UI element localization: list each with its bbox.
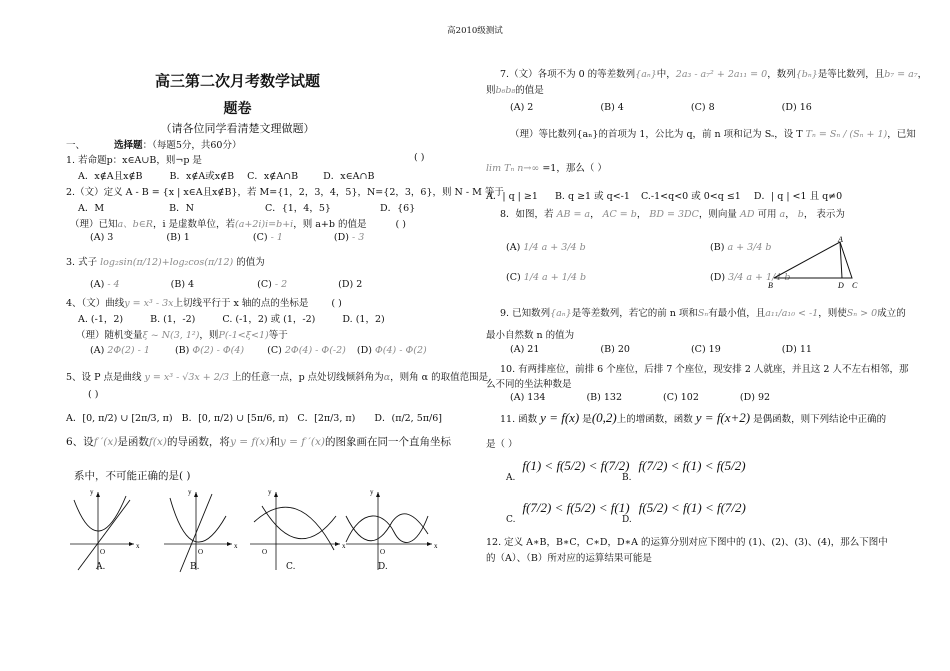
q2li-option-c[interactable]: (C) - 1 — [252, 232, 283, 243]
q3-expression: log₂sin(π/12)+log₂cos(π/12) — [100, 257, 234, 268]
section-heading: 一、 选择题：（每题5分，共60分） — [66, 140, 242, 151]
q7-option-d[interactable]: (D) 16 — [781, 102, 812, 113]
q6-a-origin: O — [100, 548, 106, 556]
q12-stem-line2: 的（A）、（B）所对应的运算结果可能是 — [486, 553, 652, 564]
q2li-option-d[interactable]: (D) - 3 — [333, 232, 365, 243]
q6-c-origin: O — [262, 548, 268, 556]
q2-option-b[interactable]: B．N — [169, 203, 194, 214]
q11-option-c[interactable]: C. f(7/2) < f(5/2) < f(1) — [506, 500, 630, 525]
q6-d-origin: O — [380, 548, 386, 556]
q10-option-b[interactable]: (B) 132 — [586, 392, 623, 403]
q7-stem-line2: 则b₆b₈的值是 — [486, 85, 544, 96]
q7li-option-c[interactable]: C.-1<q<0 或 0<q ≤1 — [640, 191, 741, 202]
q6-b-axis-x: x — [234, 542, 238, 550]
q8-option-d[interactable]: (D) 3/4 a + 1/4 b — [710, 272, 791, 283]
q3-option-b[interactable]: (B) 4 — [170, 279, 195, 290]
q1-blank: ( ) — [414, 152, 425, 163]
q6-stem: 6、设f ′(x)是函数f(x)的导函数，将y = f(x)和y = f ′(x)的图象画在同一个直角坐标 — [66, 436, 451, 448]
q10-stem: 10. 有两排座位，前排 6 个座位，后排 7 个座位，现安排 2 人就座，并且这 2 人不左右相邻，那 — [500, 364, 909, 375]
q7li-options — [486, 188, 842, 202]
q6-label-d: D. — [378, 562, 388, 572]
q11-stem: 11. 函数 y = f(x) 是(0,2)上的增函数，函数 y = f(x+2) 是偶函数，则下列结论中正确的 — [500, 410, 887, 425]
q3-option-c[interactable]: (C) - 2 — [257, 279, 288, 290]
q3-option-d[interactable]: (D) 2 — [338, 279, 363, 290]
q6-graph-b[interactable] — [164, 488, 238, 572]
q9-option-b[interactable]: (B) 20 — [600, 344, 630, 355]
q5-options — [66, 410, 442, 424]
q4-option-c[interactable]: C. (-1，2) 或 (1，-2) — [222, 314, 316, 325]
q4li-option-b[interactable]: (B) Φ(2) - Φ(4) — [174, 345, 245, 356]
q6-d-axis-x: x — [434, 542, 438, 550]
q4li-options — [90, 345, 427, 356]
q9-stem: 9. 已知数列{aₙ}是等差数列，若它的前 n 项和Sₙ有最小值，且a₁₁/a₁₀ < -1，则使Sₙ > 0成立的 — [500, 308, 906, 319]
q10-stem-line2: 么不同的坐法种数是 — [486, 379, 572, 390]
q4-options — [78, 311, 385, 325]
q7li-stem-line2: lim Tₙ n→∞ =1，那么（ ） — [486, 163, 607, 174]
q9-options — [510, 344, 812, 355]
q1-option-c[interactable]: C．x∉A∩B — [247, 171, 299, 182]
q6-b-axis-y: y — [188, 488, 192, 496]
q8-option-a[interactable]: (A) 1/4 a + 3/4 b — [506, 242, 586, 253]
q3-stem: 3. 式子 log₂sin(π/12)+log₂cos(π/12) 的值为 — [66, 257, 265, 268]
q1-stem: 1. 若命题p：x∈A∪B，则¬p 是 — [66, 155, 202, 166]
q3-option-a[interactable]: (A) - 4 — [90, 279, 120, 290]
q10-option-c[interactable]: (C) 102 — [663, 392, 699, 403]
q10-option-a[interactable]: (A) 134 — [510, 392, 546, 403]
exam-title: 高三第二次月考数学试题 — [154, 72, 320, 90]
q6-label-b: B. — [190, 562, 200, 572]
q8-label-b: B — [768, 281, 773, 290]
q7li-option-b[interactable]: B. q ≥1 或 q<-1 — [554, 191, 630, 202]
q2-stem: 2.（文）定义 A - B = {x | x∈A且x∉B}，若 M={1，2，3，4，5}，N={2，3，6}，则 N - M 等于 — [66, 187, 504, 198]
exam-note: （请各位同学看清楚文理做题） — [160, 122, 315, 135]
q4-option-b[interactable]: B. (1，-2) — [150, 314, 196, 325]
q6-stem-line2: 系中，不可能正确的是( ) — [74, 470, 191, 482]
q6-label-a: A. — [96, 562, 106, 572]
q2li-option-b[interactable]: (B) 1 — [166, 232, 190, 243]
q10-options — [510, 392, 770, 403]
q5-option-c[interactable]: C．[2π/3, π) — [297, 413, 356, 424]
q6-d-axis-y: y — [370, 488, 374, 496]
q6-graph-a[interactable] — [70, 488, 140, 570]
q6-a-axis-y: y — [90, 488, 94, 496]
q5-option-b[interactable]: B．[0, π/2) ∪ [5π/6, π) — [181, 413, 289, 424]
q9-option-c[interactable]: (C) 19 — [690, 344, 721, 355]
q7li-stem: （理）等比数列{aₙ}的首项为 1，公比为 q，前 n 项和记为 Sₙ，设 T Tₙ = Sₙ / (Sₙ + 1)，已知 — [510, 129, 916, 140]
q4li-option-c[interactable]: (C) 2Φ(4) - Φ(-2) — [267, 345, 346, 356]
q8-option-c[interactable]: (C) 1/4 a + 1/4 b — [506, 272, 587, 283]
q9-option-d[interactable]: (D) 11 — [781, 344, 812, 355]
exam-subtitle: 题卷 — [223, 101, 252, 117]
q2-options — [78, 200, 415, 214]
q5-stem: 5、设 P 点是曲线 y = x³ - √3x + 2/3 上的任意一点，p 点处切线倾斜角为α，则角 α 的取值范围是 — [66, 372, 489, 383]
q11-option-d[interactable]: D. f(5/2) < f(1) < f(7/2) — [622, 500, 746, 525]
q6-b-origin: O — [198, 548, 204, 556]
q4li-stem: （理）随机变量ξ ~ N(3, 1²)，则P(-1<ξ<1)等于 — [76, 330, 288, 341]
q1-option-d[interactable]: D．x∈A∩B — [323, 171, 375, 182]
q7li-option-a[interactable]: A．| q | ≥1 — [486, 191, 538, 202]
q11-stem-line2: 是（ ） — [486, 439, 518, 450]
q8-option-b[interactable]: (B) a + 3/4 b — [710, 242, 772, 253]
q8-label-c: C — [852, 281, 858, 290]
q8-label-d: D — [838, 281, 844, 290]
q4-stem: 4、（文）曲线y = x³ - 3x上切线平行于 x 轴的点的坐标是 ( ) — [66, 298, 342, 309]
q10-option-d[interactable]: (D) 92 — [739, 392, 771, 403]
q5-option-a[interactable]: A．[0, π/2) ∪ [2π/3, π) — [66, 413, 173, 424]
q2li-option-a[interactable]: (A) 3 — [90, 232, 114, 243]
q6-graph-c[interactable] — [250, 488, 346, 570]
q7-option-a[interactable]: (A) 2 — [510, 102, 534, 113]
q4-option-d[interactable]: D. (1，2) — [342, 314, 385, 325]
q6-c-axis-x: x — [342, 542, 346, 550]
q1-option-a[interactable]: A．x∉A且x∉B — [78, 171, 143, 182]
q6-c-axis-y: y — [268, 488, 272, 496]
q7-stem: 7.（文）各项不为 0 的等差数列{aₙ}中，2a₃ - a₇² + 2a₁₁ = 0，数列{bₙ}是等比数列，且b₇ = a₇， — [500, 69, 928, 80]
q6-label-c: C. — [286, 562, 296, 572]
q5-blank: ( ) — [88, 389, 99, 400]
q2li-stem: （理）已知a、b∈R，i 是虚数单位，若(a+2i)i=b+i，则 a+b 的值是 ( ) — [70, 219, 406, 230]
q12-stem: 12. 定义 A∗B，B∗C，C∗D，D∗A 的运算分别对应下图中的 (1)、(2)、(3)、(4)，那么下图中 — [486, 537, 888, 548]
q5-option-d[interactable]: D．(π/2, 5π/6] — [374, 413, 442, 424]
q7-option-c[interactable]: (C) 8 — [690, 102, 715, 113]
q4-option-a[interactable]: A. (-1，2) — [78, 314, 124, 325]
q9-option-a[interactable]: (A) 21 — [510, 344, 540, 355]
q8-stem: 8．如图，若 AB = a， AC = b， BD = 3DC，则向量 AD 可用 a， b， 表示为 — [500, 209, 845, 220]
q3-options — [90, 279, 362, 290]
q2-option-a[interactable]: A．M — [78, 203, 105, 214]
q7-option-b[interactable]: (B) 4 — [600, 102, 624, 113]
q8-label-a: A — [838, 235, 843, 244]
q9-stem-line2: 最小自然数 n 的值为 — [486, 330, 575, 341]
q6-a-axis-x: x — [136, 542, 140, 550]
q6-graphs — [64, 486, 464, 576]
q11-option-a[interactable]: A. f(1) < f(5/2) < f(7/2) — [506, 458, 630, 483]
q11-option-b[interactable]: B. f(7/2) < f(1) < f(5/2) — [622, 458, 746, 483]
q7li-option-d[interactable]: D．| q | <1 且 q≠0 — [753, 191, 843, 202]
q4li-option-a[interactable]: (A) 2Φ(2) - 1 — [90, 345, 150, 356]
q1-options — [78, 168, 374, 182]
q2li-options — [90, 232, 364, 243]
q2-option-d[interactable]: D．{6} — [379, 203, 416, 214]
q1-option-b[interactable]: B．x∉A或x∉B — [169, 171, 235, 182]
q8-triangle-figure — [766, 234, 866, 294]
page-header: 高2010级测试 — [447, 26, 503, 36]
q6-graph-d[interactable] — [346, 488, 438, 570]
q2-option-c[interactable]: C．{1，4，5} — [264, 203, 331, 214]
q4li-option-d[interactable]: (D) Φ(4) - Φ(2) — [356, 345, 427, 356]
q7-options — [510, 102, 812, 113]
